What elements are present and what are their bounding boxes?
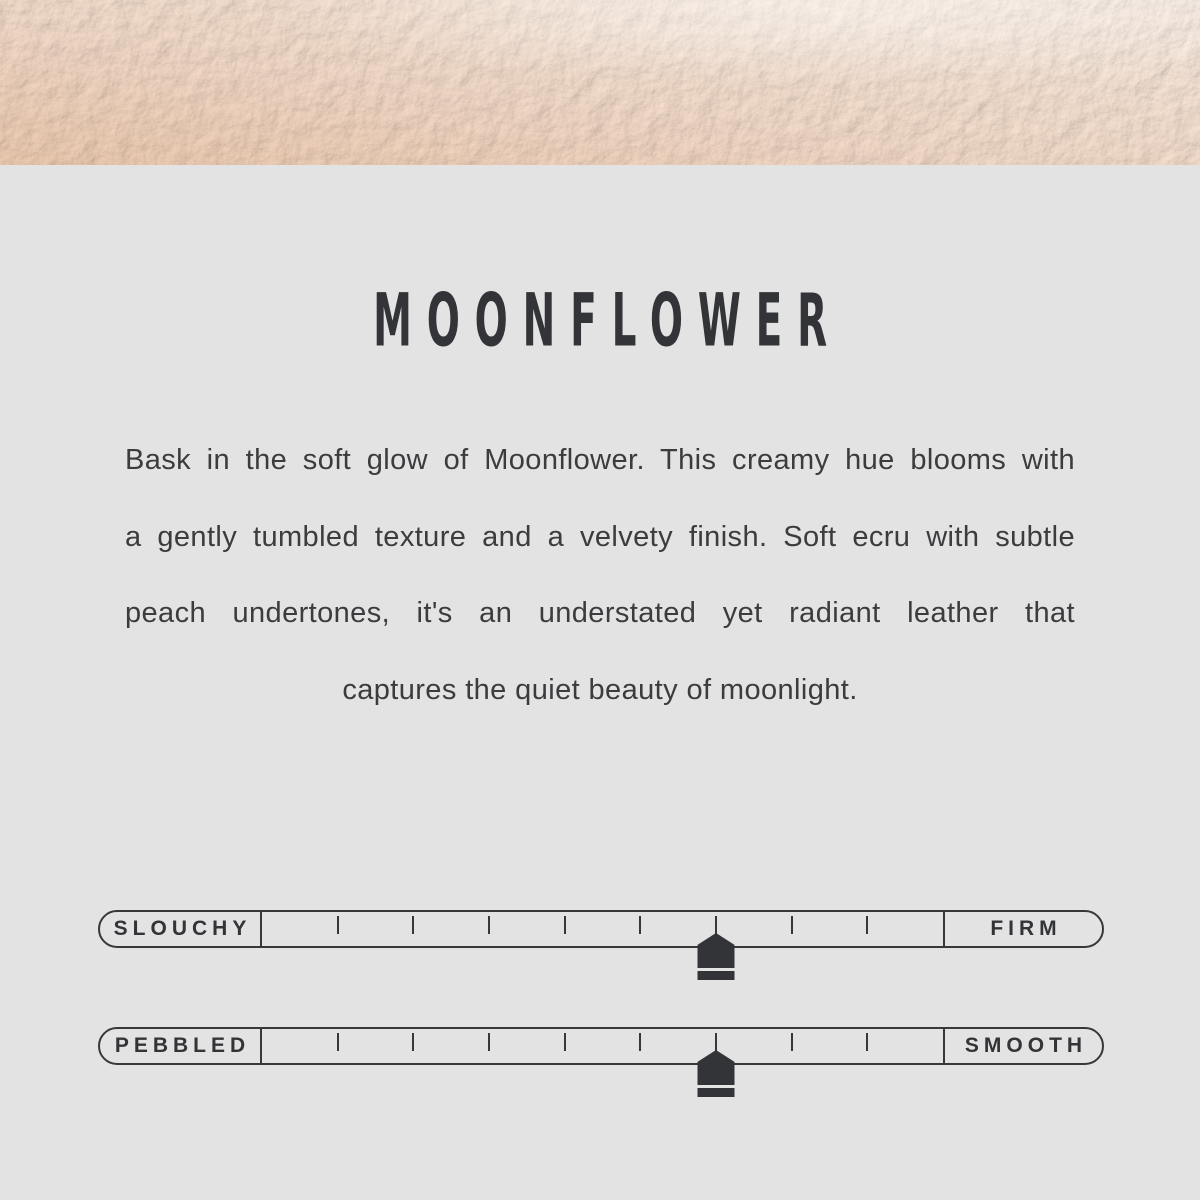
scale-label-slouchy: SLOUCHY [100,912,262,946]
position-marker-base [698,1088,735,1097]
description-line: a gently tumbled texture and a velvety finish. Soft ecru with subtle [125,520,1075,553]
tick-mark [488,916,490,934]
position-marker-base [698,971,735,980]
description-line: captures the quiet beauty of moonlight. [342,673,858,706]
page-title [0,276,1200,364]
tick-mark [564,916,566,934]
description-line: Bask in the soft glow of Moonflower. This creamy hue blooms with [125,444,1075,476]
softness-scale [98,910,1104,948]
tick-mark [715,916,717,934]
tick-mark [337,916,339,934]
tick-mark [488,1033,490,1051]
tick-mark [639,1033,641,1051]
tick-mark [337,1033,339,1051]
position-marker-arrow [698,1050,735,1085]
tick-mark [791,916,793,934]
texture-scale-track [262,1029,943,1063]
description-line: peach undertones, it's an understated yet radiant leather that [125,597,1075,629]
position-marker [698,933,735,980]
tick-mark [866,916,868,934]
tick-mark [866,1033,868,1051]
leather-texture-image [0,0,1200,165]
scale-label-pebbled: PEBBLED [100,1029,262,1063]
scale-label-firm: FIRM [943,912,1102,946]
leather-swatch-banner [0,0,1200,165]
tick-mark [791,1033,793,1051]
position-marker [698,1050,735,1097]
tick-mark [564,1033,566,1051]
tick-mark [715,1033,717,1051]
softness-scale-track [262,912,943,946]
scale-label-smooth: SMOOTH [943,1029,1102,1063]
description-text [125,422,1075,728]
tick-mark [412,1033,414,1051]
tick-mark [639,916,641,934]
page-title-text: MOONFLOWER [372,276,842,364]
tick-mark [412,916,414,934]
texture-scale [98,1027,1104,1065]
position-marker-arrow [698,933,735,968]
